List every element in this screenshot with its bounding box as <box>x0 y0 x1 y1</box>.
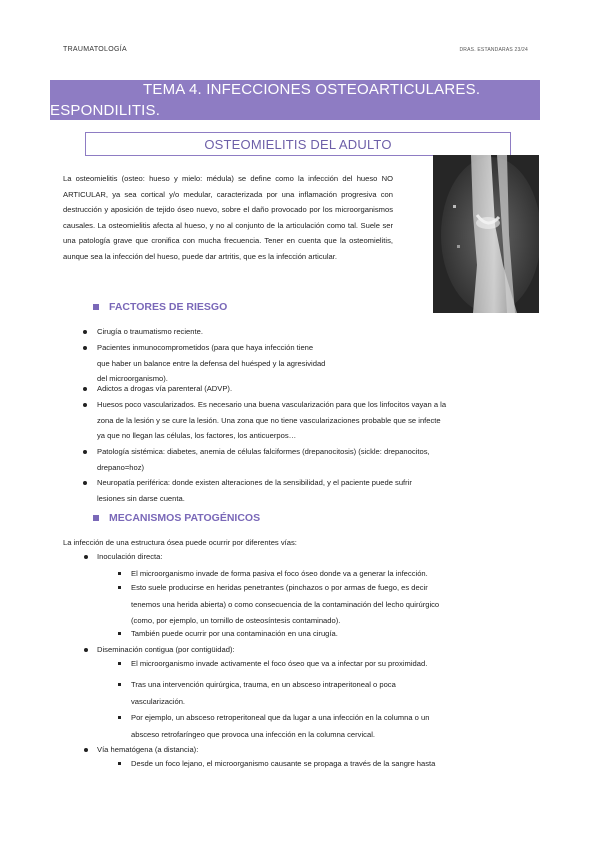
mechanism-route-label: Inoculación directa: <box>97 552 163 561</box>
risk-factor-line: Adictos a drogas vía parenteral (ADVP). <box>97 384 233 393</box>
risk-factor-line: Cirugía o traumatismo reciente. <box>97 327 203 336</box>
sub-bullet-icon <box>118 662 121 665</box>
mechanism-detail-line: Desde un foco lejano, el microorganismo causante se propaga a través de la sangre hasta <box>131 759 436 768</box>
xray-bone-graphic <box>433 155 539 313</box>
bullet-dot-icon <box>83 330 87 334</box>
bullet-dot-icon <box>84 555 88 559</box>
risk-factor-line: Huesos poco vascularizados. Es necesario una buena vascularización para que los linfocitos vayan a la <box>97 400 447 409</box>
risk-factor-line: zona de la lesión y se cure la lesión. Una zona que no tiene vascularizaciones probable que se infecte <box>97 415 441 425</box>
sub-bullet-icon <box>118 683 121 686</box>
sub-bullet-icon <box>118 632 121 635</box>
section-title: OSTEOMIELITIS DEL ADULTO <box>204 136 392 152</box>
intro-paragraph: La osteomielitis (osteo: hueso y mielo: médula) se define como la infección del hueso NO ARTICULAR, ya sea cortical y/o medular, caracterizada por una inflamación progresiva con destrucción y aposición de tejido óseo nuevo, sobre el daño provocado por los microorganismos causales. La osteomielitis afecta al hueso, y no al conjunto de la articulación como tal. Suele ser una patología grave que cronifica con mucha frecuencia. Tener en cuenta que la osteomielitis, aunque sea la infección del hueso, puede dar artritis, que es la infección articular. <box>63 174 393 261</box>
bullet-dot-icon <box>83 346 87 350</box>
risk-factors-heading <box>93 301 227 313</box>
mechanism-detail-line: También puede ocurrir por una contaminación en una cirugía. <box>131 629 338 638</box>
mechanisms-title: MECANISMOS PATOGÉNICOS <box>109 512 261 524</box>
bullet-dot-icon <box>83 450 87 454</box>
square-bullet-icon <box>93 304 99 310</box>
sub-bullet-icon <box>118 716 121 719</box>
risk-factor-line: drepano=hoz) <box>97 462 145 472</box>
bullet-dot-icon <box>84 648 88 652</box>
risk-factor-line: lesiones sin darse cuenta. <box>97 493 185 503</box>
bullet-dot-icon <box>84 748 88 752</box>
bullet-dot-icon <box>83 387 87 391</box>
mechanism-detail-line: tenemos una herida abierta) o como consecuencia de la contaminación del lecho quirúrgico <box>131 599 440 609</box>
mechanism-detail-line: El microorganismo invade activamente el foco óseo que va a infectar por su proximidad. <box>131 659 428 668</box>
mechanism-detail-line: Esto suele producirse en heridas penetrantes (pinchazos o por armas de fuego, es decir <box>131 583 428 592</box>
mechanism-detail-line: vascularización. <box>131 696 186 706</box>
mechanism-detail-line: Tras una intervención quirúrgica, trauma, en un absceso intraperitoneal o poca <box>131 680 396 689</box>
page-title: TEMA 4. INFECCIONES OSTEOARTICULARES. <box>143 81 481 98</box>
bullet-dot-icon <box>83 481 87 485</box>
risk-factor-line: Pacientes inmunocomprometidos (para que haya infección tiene <box>97 343 314 352</box>
risk-factor-line: del microorganismo). <box>97 374 168 384</box>
subject-header: TRAUMATOLOGÍA <box>63 46 127 53</box>
mechanism-detail-line: (como, por ejemplo, un tornillo de osteosíntesis contaminado). <box>131 616 341 625</box>
sub-bullet-icon <box>118 762 121 765</box>
mechanism-detail-line: Por ejemplo, un absceso retroperitoneal que da lugar a una infección en la columna o un <box>131 713 430 722</box>
section-title-box <box>85 132 511 156</box>
mechanism-detail-line: absceso retrofaríngeo que provoca una infección en la columna cervical. <box>131 729 375 739</box>
risk-factor-line: Patología sistémica: diabetes, anemia de células falciformes (drepanocitosis) (sickle: drepanocitos, <box>97 447 430 456</box>
mechanisms-lead: La infección de una estructura ósea puede ocurrir por diferentes vías: <box>63 538 297 547</box>
sub-bullet-icon <box>118 572 121 575</box>
mechanism-route-label: Diseminación contigua (por contigüidad): <box>97 645 235 654</box>
risk-factors-title: FACTORES DE RIESGO <box>109 301 228 313</box>
page-title-cont: ESPONDILITIS. <box>50 102 161 119</box>
square-bullet-icon <box>93 515 99 521</box>
bullet-dot-icon <box>83 403 87 407</box>
risk-factor-line: Neuropatía periférica: donde existen alteraciones de la sensibilidad, y el paciente puede sufrir <box>97 478 412 487</box>
mechanism-detail-line: El microorganismo invade de forma pasiva el foco óseo donde va a generar la infección. <box>131 569 428 578</box>
sub-bullet-icon <box>118 586 121 589</box>
author-header: DRAS. ESTANDARAS 23/24 <box>459 47 528 53</box>
mechanism-route-label: Vía hematógena (a distancia): <box>97 745 199 754</box>
mechanisms-heading <box>93 512 260 524</box>
xray-image <box>433 155 539 313</box>
risk-factor-line: que haber un balance entre la defensa del huésped y la agresividad <box>97 358 326 368</box>
risk-factor-line: ya que no llegan las células, los factores, los anticuerpos… <box>97 431 297 441</box>
